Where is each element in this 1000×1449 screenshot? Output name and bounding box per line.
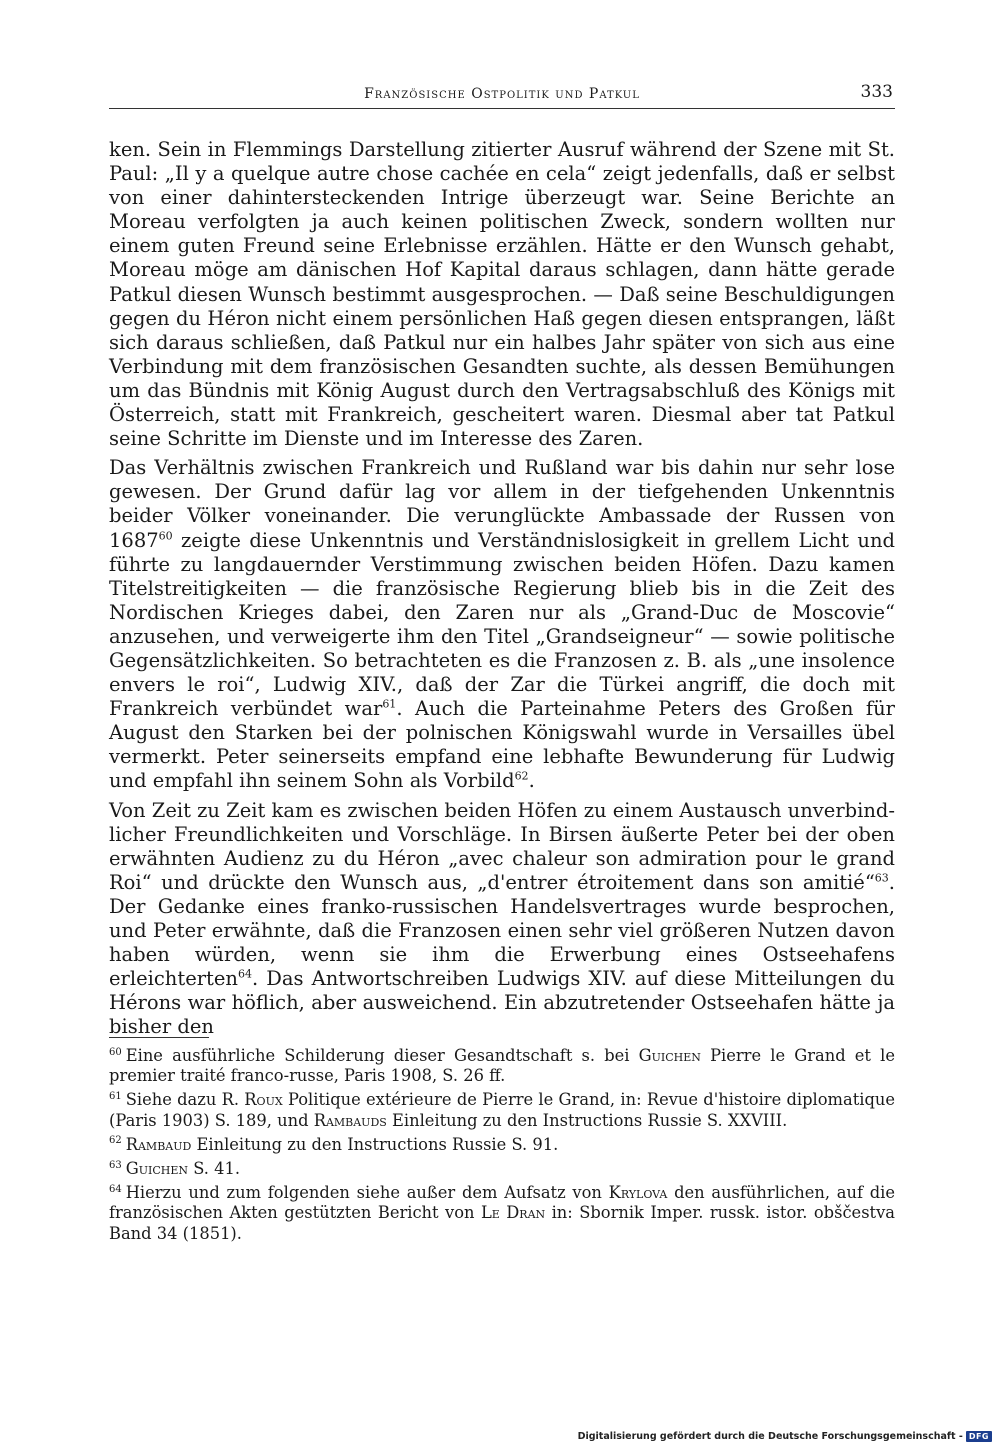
footnote-60: $^{60}$ Eine ausführliche Schilderung dieser Gesandtschaft s. bei Guichen Pierre le Grand et le premier traité franco-russe, Paris 1908, S. 26 ff. bbox=[109, 1046, 895, 1086]
footnote-ref-63[interactable]: 63 bbox=[874, 871, 889, 885]
footnote-62: $^{62}$ Rambaud Einleitung zu den Instructions Russie S. 91. bbox=[109, 1134, 559, 1154]
digitization-credit bbox=[578, 1429, 992, 1443]
footnotes bbox=[109, 1046, 895, 1248]
dfg-logo-icon: DFG bbox=[966, 1431, 992, 1442]
footnote-divider bbox=[109, 1037, 209, 1038]
credit-text: Digitalisierung gefördert durch die Deutsche Forschungsgemeinschaft - bbox=[577, 1430, 963, 1442]
paragraph-2: Das Verhältnis zwischen Frankreich und Rußland war bis dahin nur sehr lose gewesen. Der Grund dafür lag vor allem in der tiefgehenden Unkenntnis beider Völker voneinander. Die verunglückte Ambassade der Russen von 1687$^{60}$ zeigte diese Unkenntnis und Verständnislosigkeit in grellem Licht und führte zu langdauernder Verstimmung zwischen beiden Höfen. Dazu kamen Titelstreitigkeiten — die französische Regierung blieb bis in die Zeit des Nordischen Krieges dabei, den Zaren nur als „Grand-Duc de Moscovie“ anzusehen, und verweigerte ihm den Titel „Grandseigneur“ — sowie politische Gegensätzlichkeiten. So betrachteten es die Franzosen z. B. als „une insolence envers le roi“, Ludwig XIV., daß der Zar die Türkei angriff, die doch mit Frankreich verbündet war$^{61}$. Auch die Parteinahme Peters des Großen für August den Starken bei der polnischen Königswahl wurde in Versailles übel vermerkt. Peter seinerseits empfand eine lebhafte Bewunderung für Ludwig und empfahl ihn seinem Sohn als Vorbild$^{62}$. bbox=[109, 456, 895, 793]
page-header bbox=[109, 80, 895, 109]
footnote-ref-62[interactable]: 62 bbox=[514, 769, 529, 783]
footnote-ref-60[interactable]: 60 bbox=[158, 529, 173, 542]
footnote-64: $^{64}$ Hierzu und zum folgenden siehe außer dem Aufsatz von Krylova den ausführlichen, auf die französischen Akten gestützten Bericht von Le Dran in: Sbornik Imper. russk. istor. obščestva Band 34 (1851). bbox=[109, 1183, 895, 1243]
body-text bbox=[109, 138, 895, 1044]
footnote-63: $^{63}$ Guichen S. 41. bbox=[109, 1159, 241, 1179]
paragraph-3: Von Zeit zu Zeit kam es zwischen beiden Höfen zu einem Austausch unverbindlicher Freundlichkeiten und Vorschläge. In Birsen äußerte Peter bei der oben erwähnten Audienz zu du Héron „avec chaleur son admiration pour le grand Roi“ und drückte den Wunsch aus, „d'entrer étroitement dans son amitié“$^{63}$. Der Gedanke eines franko-russischen Handelsvertrages wurde besprochen, und Peter erwähnte, daß die Franzosen einen sehr viel größeren Nutzen davon haben würden, wenn sie ihm die Erwerbung eines Ostseehafens erleichterten$^{64}$. Das Antwortschreiben Ludwigs XIV. auf diese Mitteilungen du Hérons war höflich, aber ausweichend. Ein abzutretender Ostseehafen hätte ja bisher den bbox=[109, 798, 896, 1039]
footnote-ref-64[interactable]: 64 bbox=[238, 967, 252, 981]
running-title: Französische Ostpolitik und Patkul bbox=[364, 86, 640, 102]
footnote-61: $^{61}$ Siehe dazu R. Roux Politique extérieure de Pierre le Grand, in: Revue d'histoire diplomatique (Paris 1903) S. 189, und Rambauds Einleitung zu den Instructions Russie S. XXVIII. bbox=[109, 1090, 895, 1130]
footnote-ref-61[interactable]: 61 bbox=[382, 697, 397, 711]
paragraph-1: ken. Sein in Flemmings Darstellung zitierter Ausruf während der Szene mit St. Paul: „Il y a quelque autre chose cachée en cela“ zeigt jedenfalls, daß er selbst von einer dahintersteckenden Intrige überzeugt war. Seine Berichte an Moreau verfolgten ja auch keinen politischen Zweck, sondern wollten nur einem guten Freund seine Erlebnisse erzählen. Hätte er den Wunsch gehabt, Moreau möge am dänischen Hof Kapital daraus schlagen, dann hätte gerade Patkul diesen Wunsch bestimmt ausgesprochen. — Daß seine Beschuldigungen gegen du Héron nicht einem persönlichen Haß gegen diesen entsprangen, läßt sich daraus schließen, daß Patkul nur ein halbes Jahr später von sich aus eine Verbindung mit dem französischen Gesandten suchte, als dessen Bemühungen um das Bündnis mit König August durch den Vertragsabschluß des Königs mit Österreich, statt mit Frankreich, gescheitert waren. Diesmal aber tat Patkul seine Schritte im Dienste und im Interesse des Zaren. bbox=[109, 138, 895, 451]
page-number: 333 bbox=[860, 82, 893, 102]
